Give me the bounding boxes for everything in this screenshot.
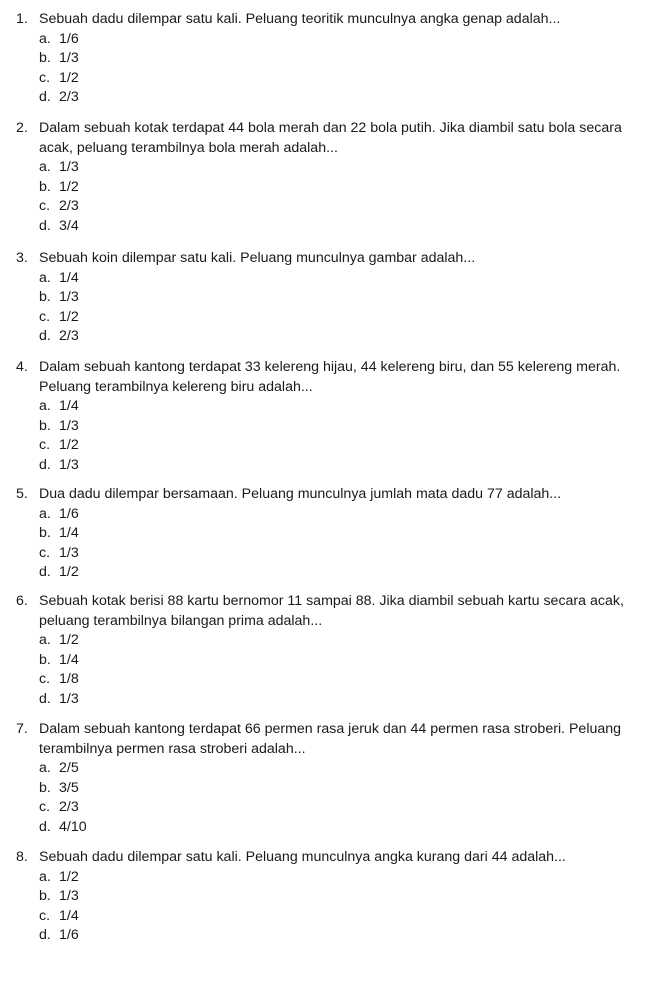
option-value: 1/3 — [59, 456, 79, 473]
answer-option — [39, 30, 649, 50]
answer-option — [39, 197, 649, 217]
answer-option — [39, 327, 649, 347]
option-value: 1/4 — [59, 651, 79, 668]
question-stem — [16, 592, 649, 631]
option-value: 1/3 — [59, 289, 79, 305]
option-letter: b. — [39, 417, 51, 434]
question-5 — [16, 485, 649, 583]
answer-options — [39, 505, 649, 583]
answer-option — [39, 907, 649, 927]
question-text: Sebuah koin dilempar satu kali. Peluang munculnya gambar adalah... — [39, 250, 476, 266]
question-text: Dalam sebuah kantong terdapat 66 permen rasa jeruk dan 44 permen rasa stroberi. Peluang terambilnya permen rasa stroberi adalah... — [39, 721, 622, 757]
answer-option — [39, 887, 649, 907]
answer-option — [39, 505, 649, 525]
answer-option — [39, 88, 649, 108]
question-stem — [16, 119, 649, 158]
option-value: 2/3 — [59, 89, 79, 105]
answer-option — [39, 563, 649, 583]
answer-option — [39, 690, 649, 710]
answer-option — [39, 779, 649, 799]
question-2 — [16, 119, 649, 236]
option-letter: c. — [39, 198, 51, 214]
answer-option — [39, 436, 649, 456]
option-letter: d. — [39, 217, 51, 234]
answer-option — [39, 417, 649, 437]
question-number: 8. — [16, 849, 28, 865]
question-stem — [16, 485, 649, 505]
question-stem — [16, 10, 649, 30]
answer-option — [39, 456, 649, 476]
option-value: 1/6 — [59, 30, 79, 47]
answer-option — [39, 49, 649, 69]
answer-options — [39, 397, 649, 475]
question-number: 1. — [16, 11, 28, 27]
answer-option — [39, 544, 649, 564]
answer-option — [39, 651, 649, 671]
option-letter: c. — [39, 544, 51, 561]
option-value: 1/4 — [59, 907, 79, 924]
question-8 — [16, 848, 649, 946]
question-number: 3. — [16, 250, 28, 266]
option-letter: b. — [39, 779, 51, 796]
option-letter: c. — [39, 907, 51, 924]
option-value: 1/3 — [59, 417, 79, 434]
option-letter: b. — [39, 289, 51, 305]
option-letter: c. — [39, 437, 51, 453]
question-stem — [16, 720, 649, 759]
answer-option — [39, 288, 649, 308]
option-value: 2/3 — [59, 799, 79, 815]
answer-options — [39, 30, 649, 108]
question-stem — [16, 358, 649, 397]
option-value: 1/4 — [59, 525, 79, 541]
option-letter: c. — [39, 308, 51, 325]
answer-option — [39, 178, 649, 198]
option-letter: b. — [39, 525, 51, 541]
question-1 — [16, 10, 649, 108]
option-letter: a. — [39, 760, 51, 776]
option-letter: b. — [39, 50, 51, 66]
answer-option — [39, 397, 649, 417]
question-number: 4. — [16, 359, 28, 375]
answer-options — [39, 868, 649, 946]
question-6 — [16, 592, 649, 709]
option-value: 1/2 — [59, 308, 79, 325]
question-text: Dua dadu dilempar bersamaan. Peluang munculnya jumlah mata dadu 77 adalah... — [39, 486, 562, 502]
answer-option — [39, 308, 649, 328]
option-value: 1/2 — [59, 632, 79, 648]
answer-option — [39, 670, 649, 690]
question-text: Sebuah dadu dilempar satu kali. Peluang teoritik munculnya angka genap adalah... — [39, 11, 561, 27]
option-letter: a. — [39, 505, 51, 522]
option-value: 1/2 — [59, 69, 79, 86]
option-letter: a. — [39, 398, 51, 414]
option-value: 2/3 — [59, 328, 79, 344]
answer-option — [39, 69, 649, 89]
question-stem — [16, 848, 649, 868]
option-letter: d. — [39, 564, 51, 580]
option-letter: a. — [39, 269, 51, 286]
option-letter: b. — [39, 651, 51, 668]
answer-option — [39, 798, 649, 818]
option-value: 1/3 — [59, 159, 79, 175]
option-letter: a. — [39, 868, 51, 885]
option-value: 2/5 — [59, 760, 79, 776]
option-value: 1/6 — [59, 505, 79, 522]
option-letter: b. — [39, 888, 51, 904]
question-number: 5. — [16, 486, 28, 502]
option-value: 1/3 — [59, 50, 79, 66]
answer-option — [39, 158, 649, 178]
option-value: 1/8 — [59, 671, 79, 687]
answer-options — [39, 631, 649, 709]
option-letter: d. — [39, 456, 51, 473]
option-letter: d. — [39, 818, 51, 835]
option-value: 2/3 — [59, 198, 79, 214]
option-letter: b. — [39, 178, 51, 195]
answer-option — [39, 631, 649, 651]
question-3 — [16, 249, 649, 347]
option-letter: a. — [39, 632, 51, 648]
option-letter: d. — [39, 927, 51, 943]
question-number: 7. — [16, 721, 28, 737]
question-number: 6. — [16, 593, 28, 609]
option-letter: c. — [39, 671, 51, 687]
answer-option — [39, 269, 649, 289]
question-text: Dalam sebuah kotak terdapat 44 bola merah dan 22 bola putih. Jika diambil satu bola secara acak, peluang terambilnya bola merah adalah... — [39, 120, 622, 156]
option-letter: d. — [39, 690, 51, 707]
question-text: Sebuah kotak berisi 88 kartu bernomor 11 sampai 88. Jika diambil sebuah kartu secara acak, peluang terambilnya bilangan prima adalah... — [39, 593, 624, 629]
option-letter: a. — [39, 30, 51, 47]
question-text: Sebuah dadu dilempar satu kali. Peluang munculnya angka kurang dari 44 adalah... — [39, 849, 566, 865]
answer-option — [39, 868, 649, 888]
answer-options — [39, 759, 649, 837]
option-value: 1/4 — [59, 269, 79, 286]
option-value: 1/3 — [59, 544, 79, 561]
option-letter: d. — [39, 328, 51, 344]
option-value: 3/5 — [59, 779, 79, 796]
option-value: 1/3 — [59, 888, 79, 904]
question-number: 2. — [16, 120, 28, 136]
question-4 — [16, 358, 649, 475]
option-value: 1/2 — [59, 868, 79, 885]
option-letter: c. — [39, 69, 51, 86]
question-7 — [16, 720, 649, 837]
answer-option — [39, 759, 649, 779]
answer-option — [39, 524, 649, 544]
option-letter: d. — [39, 89, 51, 105]
answer-options — [39, 158, 649, 236]
option-value: 1/2 — [59, 178, 79, 195]
option-letter: c. — [39, 799, 51, 815]
question-text: Dalam sebuah kantong terdapat 33 kelereng hijau, 44 kelereng biru, dan 55 kelereng merah. Peluang terambilnya kelereng biru adalah... — [39, 359, 621, 395]
answer-option — [39, 926, 649, 946]
answer-option — [39, 818, 649, 838]
option-value: 3/4 — [59, 217, 79, 234]
option-value: 1/4 — [59, 398, 79, 414]
answer-option — [39, 217, 649, 237]
option-value: 1/2 — [59, 437, 79, 453]
option-value: 1/3 — [59, 690, 79, 707]
option-value: 4/10 — [59, 818, 87, 835]
question-stem — [16, 249, 649, 269]
option-value: 1/2 — [59, 564, 79, 580]
answer-options — [39, 269, 649, 347]
option-value: 1/6 — [59, 927, 79, 943]
option-letter: a. — [39, 159, 51, 175]
